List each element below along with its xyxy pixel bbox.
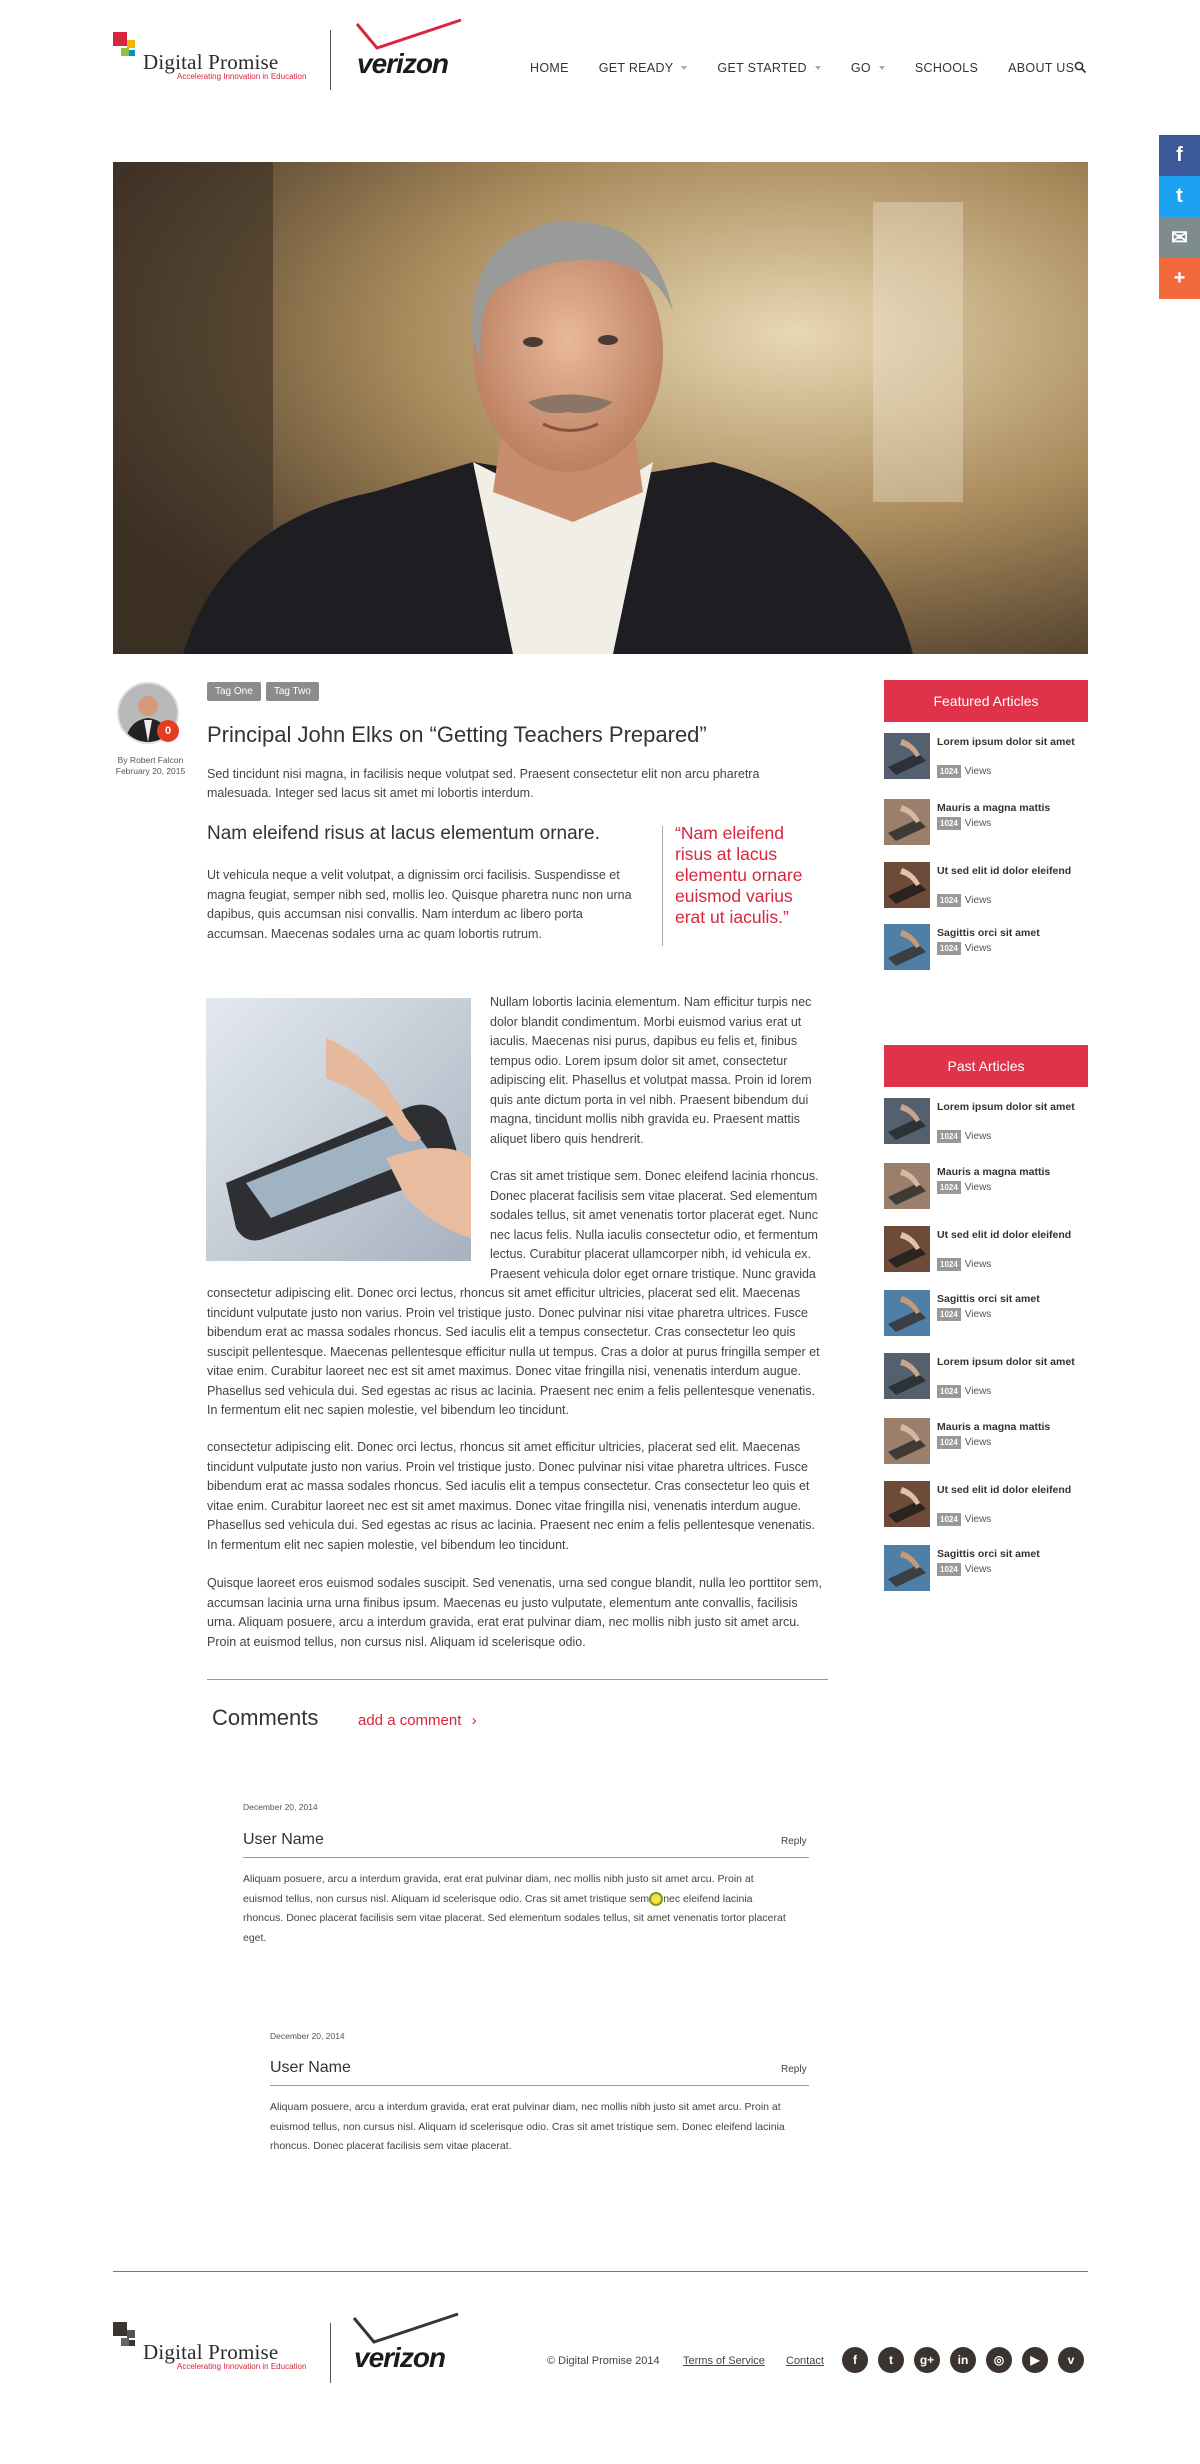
pull-quote-bar [662,826,663,946]
sidebar-article-title: Sagittis orci sit amet [937,1293,1040,1305]
nav-get-ready[interactable]: GET READY [599,61,688,75]
view-count-label: Views [964,1182,992,1193]
brand-tagline: Accelerating Innovation in Education [177,2362,307,2371]
brand-name: Digital Promise [143,2340,279,2364]
view-count-label: Views [964,1514,992,1525]
article-paragraph: Quisque laoreet eros euismod sodales suscipit. Sed venenatis, urna sed congue blandit, nulla leo porttitor sem, accumsan lacinia urna urna finibus ipsum. Maecenas eu justo vulputate, elementum ante convallis, facilisis urna. Aliquam posuere, arcu a interdum gravida, erat erat pulvinar diam, nec mollis nibh justo sit amet arcu. Proin at euismod tellus, non cursus nisl. Aliquam id scelerisque odio. [207,1576,822,1649]
sidebar-article[interactable] [884,1481,1088,1527]
comment-divider [270,2085,809,2086]
view-count [937,1436,991,1449]
footer-digital-promise-logo[interactable] [113,2320,323,2380]
sidebar-article-title: Lorem ipsum dolor sit amet [937,1356,1075,1368]
view-count-badge: 1024 [937,817,961,830]
sidebar-article[interactable] [884,862,1088,908]
chevron-right-icon: › [471,1712,477,1729]
sidebar-article[interactable] [884,1418,1088,1464]
article-thumbnail [884,862,930,908]
view-count-badge: 1024 [937,1130,961,1143]
article-thumbnail [884,1545,930,1591]
view-count-badge: 1024 [937,1308,961,1321]
verizon-logo[interactable] [355,18,465,82]
article-paragraph: consectetur adipiscing elit. Donec orci lectus, rhoncus sit amet efficitur ultricies, placerat sed elit. Maecenas tincidunt vulputate justo non varius. Proin vel tristique justo. Donec pulvinar nisi vitae pharetra ultrices. Fusce bibendum erat ac massa sodales rhoncus. Sed iaculis elit a tempus consectetur. Cras consectetur leo quis suscipit pellentesque. Maecenas pellentesque efficitur nulla ut tempus. Cras a dolor at purus fringilla semper et vitae enim. Curabitur laoreet nec est sit amet maximus. Donec vitae fringilla nisi, venenatis interdum augue. Phasellus sed vehicula dui. Sed egestas ac risus ac lacinia. Praesent nec enim a felis pellentesque venenatis. In fermentum elit nec sapien molestie, vel bibendum leo tincidunt. [207,1286,820,1417]
sidebar-article-title: Lorem ipsum dolor sit amet [937,1101,1075,1113]
sidebar-article[interactable] [884,1290,1088,1336]
article-thumbnail [884,1226,930,1272]
linkedin-icon[interactable]: in [950,2347,976,2373]
view-count-badge: 1024 [937,765,961,778]
comment-date: December 20, 2014 [243,1802,318,1812]
article-thumbnail [884,1481,930,1527]
featured-articles-header[interactable]: Featured Articles [884,680,1088,722]
article-thumbnail [884,924,930,970]
article-subhead: Nam eleifend risus at lacus elementum ornare. [207,823,600,844]
hero-image [113,162,1088,654]
article-thumbnail [884,1098,930,1144]
reply-button[interactable]: Reply [781,2064,807,2075]
view-count [937,1513,991,1526]
sidebar-article[interactable] [884,1226,1088,1272]
pull-quote: “Nam eleifend risus at lacus elementu ornare euismod varius erat ut iaculis.” [675,823,803,927]
add-comment-link[interactable] [358,1712,477,1729]
sidebar-article[interactable] [884,733,1088,779]
nav-get-started[interactable]: GET STARTED [717,61,820,75]
footer-divider [113,2271,1088,2272]
view-count [937,765,991,778]
sidebar-article[interactable] [884,1098,1088,1144]
google-plus-icon[interactable]: g+ [914,2347,940,2373]
email-icon[interactable]: ✉ [1159,217,1200,258]
view-count-badge: 1024 [937,894,961,907]
sidebar-article-title: Ut sed elit id dolor eleifend [937,1229,1072,1241]
view-count-badge: 1024 [937,1436,961,1449]
view-count-badge: 1024 [937,1181,961,1194]
nav-about-us[interactable]: ABOUT US [1008,61,1075,75]
nav-go[interactable]: GO [851,61,885,75]
sidebar-article-title: Ut sed elit id dolor eleifend [937,865,1072,877]
footer-logo-divider [330,2323,331,2383]
nav-schools[interactable]: SCHOOLS [914,61,979,75]
footer-social-links [842,2347,1084,2373]
view-count-label: Views [964,1259,992,1270]
article-thumbnail [884,1163,930,1209]
twitter-icon[interactable]: t [1159,176,1200,217]
brand-name: Digital Promise [143,50,279,74]
twitter-icon[interactable]: t [878,2347,904,2373]
view-count [937,1308,991,1321]
view-count-label: Views [964,766,992,777]
article-thumbnail [884,799,930,845]
social-share-bar [1159,135,1200,299]
comment-date: December 20, 2014 [270,2031,345,2041]
comment-user: User Name [270,2059,351,2076]
tag-chip[interactable]: Tag One [207,682,261,701]
view-count [937,1563,991,1576]
article-intro: Sed tincidunt nisi magna, in facilisis neque volutpat sed. Praesent consectetur elit non arcu pharetra malesuada. Integer sed lacus sit amet mi lobortis interdum. [207,767,760,800]
add-comment-label: add a comment [358,1712,462,1729]
nav-home[interactable]: HOME [530,61,569,75]
facebook-icon[interactable]: f [1159,135,1200,176]
view-count-badge: 1024 [937,1563,961,1576]
chevron-down-icon [681,66,687,70]
chevron-down-icon [815,66,821,70]
vimeo-icon[interactable]: v [1058,2347,1084,2373]
digital-promise-mark-icon [113,32,143,62]
comments-heading: Comments [212,1705,319,1730]
article-paragraph: Ut vehicula neque a velit volutpat, a dignissim orci facilisis. Suspendisse et magna feugiat, semper nibh sed, mollis leo. Quisque pharetra nunc non urna dapibus, quis accumsan nisi convallis. Nam interdum ac libero porta accumsan. Maecenas sodales urna ac quam lobortis rutrum. [207,868,632,941]
terms-link[interactable]: Terms of Service [683,2355,765,2367]
view-count-label: Views [964,1131,992,1142]
sidebar-article-title: Mauris a magna mattis [937,802,1051,814]
sidebar-article-title: Mauris a magna mattis [937,1421,1051,1433]
view-count [937,942,991,955]
facebook-icon[interactable]: f [842,2347,868,2373]
view-count-badge: 1024 [937,1385,961,1398]
footer-verizon-logo[interactable] [352,2312,462,2376]
chevron-down-icon [879,66,885,70]
comment-body: Aliquam posuere, arcu a interdum gravida, erat erat pulvinar diam, nec mollis nibh justo sit amet arcu. Proin at euismod tellus, non cursus nisl. Aliquam id scelerisque odio. Cras sit amet tristique sem. Donec eleifend lacinia rhoncus. Donec placerat facilisis sem vitae placerat. [270,2101,785,2152]
partner-name: verizon [357,48,449,79]
contact-link[interactable]: Contact [786,2355,824,2367]
article-paragraph: Cras sit amet tristique sem. Donec eleifend lacinia rhoncus. Donec placerat facilisis sem vitae placerat. Sed elementum sodales tellus, sit amet venenatis tortor placerat eget. Nunc nec lacus felis. Nulla iaculis consectetur odio, et fermentum lectus. Curabitur placerat ullamcorper nibh, id vehicula ex. Praesent vehicula dolor eget ornare tristique. Nunc gravida [490,1169,819,1281]
sidebar-article[interactable] [884,1353,1088,1399]
tag-chip[interactable]: Tag Two [266,682,319,701]
reply-button[interactable]: Reply [781,1836,807,1847]
byline-author: By Robert Falcon [117,755,184,765]
article-thumbnail [884,1290,930,1336]
byline [103,755,198,777]
view-count-badge: 1024 [937,1258,961,1271]
sidebar-article-title: Ut sed elit id dolor eleifend [937,1484,1072,1496]
view-count [937,817,991,830]
sidebar-article[interactable] [884,1545,1088,1591]
comments-divider [207,1679,828,1680]
article-paragraph: Nullam lobortis lacinia elementum. Nam efficitur turpis nec dolor blandit condimentum. Morbi euismod varius erat ut iaculis. Maecenas nisi purus, dapibus eu felis et, finibus tempus odio. Lorem ipsum dolor sit amet, consectetur adipiscing elit. Phasellus et volutpat massa. Proin id lorem quis ante dictum porta in vel nibh. Praesent bibendum dui magna, tincidunt mollis nibh gravida eu. Praesent mattis aliquet libero quis hendrerit. [490,995,812,1146]
search-icon[interactable] [1074,61,1087,74]
view-count-label: Views [964,1309,992,1320]
article-paragraph: consectetur adipiscing elit. Donec orci lectus, rhoncus sit amet efficitur ultricies, placerat sed elit. Maecenas tincidunt vulputate justo non varius. Proin vel tristique justo. Donec pulvinar nisi vitae pharetra ultrices. Fusce bibendum erat ac massa sodales rhoncus. Sed iaculis elit a tempus consectetur. Cras consectetur leo quis et vitae enim. Curabitur laoreet nec est sit amet maximus. Donec vitae fringilla nisi, venenatis interdum augue. Phasellus sed vehicula dui. Sed egestas ac risus ac lacinia. Praesent nec enim a felis pellentesque venenatis. In fermentum elit nec sapien molestie, vel bibendum leo tincidunt. [207,1440,815,1552]
view-count [937,1385,991,1398]
article-thumbnail [884,733,930,779]
view-count-label: Views [964,1386,992,1397]
view-count [937,1181,991,1194]
instagram-icon[interactable]: ◎ [986,2347,1012,2373]
article-thumbnail [884,1353,930,1399]
tag-list [207,682,319,701]
view-count [937,1258,991,1271]
comment-count-badge: 0 [157,720,179,742]
smiley-icon [649,1892,663,1906]
share-plus-icon[interactable]: + [1159,258,1200,299]
comment-user: User Name [243,1831,324,1848]
brand-tagline: Accelerating Innovation in Education [177,72,307,81]
view-count [937,894,991,907]
sidebar-article[interactable] [884,924,1088,970]
view-count-badge: 1024 [937,942,961,955]
article-title: Principal John Elks on “Getting Teachers Prepared” [207,722,707,747]
youtube-icon[interactable]: ▶ [1022,2347,1048,2373]
comment-divider [243,1857,809,1858]
view-count [937,1130,991,1143]
copyright: © Digital Promise 2014 [547,2355,660,2367]
view-count-label: Views [964,1437,992,1448]
sidebar-article-title: Mauris a magna mattis [937,1166,1051,1178]
view-count-label: Views [964,943,992,954]
sidebar-article-title: Sagittis orci sit amet [937,927,1040,939]
tablet-photo [206,998,471,1261]
past-articles-header[interactable]: Past Articles [884,1045,1088,1087]
sidebar-article[interactable] [884,1163,1088,1209]
byline-date: February 20, 2015 [115,766,186,776]
main-nav [530,58,1104,78]
partner-name: verizon [354,2342,446,2373]
article-thumbnail [884,1418,930,1464]
sidebar-article-title: Sagittis orci sit amet [937,1548,1040,1560]
view-count-badge: 1024 [937,1513,961,1526]
view-count-label: Views [964,1564,992,1575]
sidebar-article[interactable] [884,799,1088,845]
view-count-label: Views [964,818,992,829]
sidebar-article-title: Lorem ipsum dolor sit amet [937,736,1075,748]
comment-body: Aliquam posuere, arcu a interdum gravida, erat erat pulvinar diam, nec mollis nibh justo sit amet arcu. Proin at euismod tellus, non cursus nisl. Aliquam id scelerisque odio. Cras sit amet tristique sem nec eleifend lacinia rhoncus. Donec placerat facilisis sem vitae placerat. Sed elementum sodales tellus, sit amet venenatis tortor placerat eget. [243,1873,786,1944]
digital-promise-logo[interactable] [113,30,323,90]
view-count-label: Views [964,895,992,906]
header-divider [330,30,331,90]
digital-promise-mark-icon [113,2322,143,2352]
